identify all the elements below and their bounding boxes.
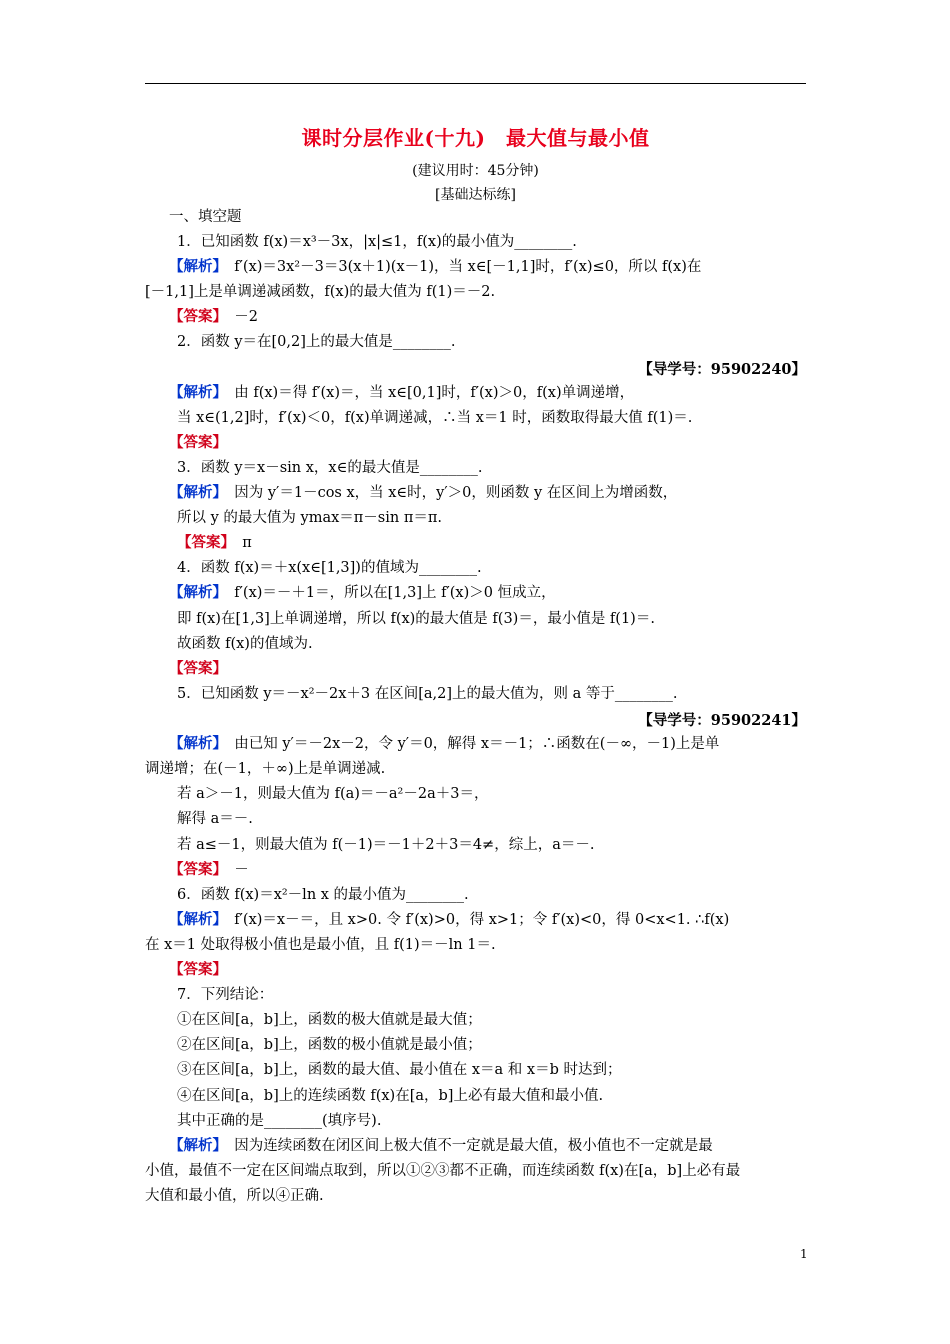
text-line xyxy=(177,1035,482,1055)
text-line xyxy=(145,935,496,955)
line-text: f′(x)＝x－＝，且 x>0. 令 f′(x)>0，得 x>1；令 f′(x)<0，得 0<x<1. ∴f(x) xyxy=(219,912,730,928)
line-text: 即 f(x)在[1,3]上单调递增，所以 f(x)的最大值是 f(3)＝，最小值是 f(1)＝. xyxy=(177,611,655,627)
analysis-tag: 【解析】 xyxy=(169,1137,220,1154)
page-title: 课时分层作业(十九) 最大值与最小值 xyxy=(301,126,650,150)
analysis-line xyxy=(169,734,719,754)
text-line xyxy=(145,759,385,779)
answer-line xyxy=(169,960,227,980)
text-line xyxy=(177,609,655,629)
line-text: 因为连续函数在闭区间上极大值不一定就是最大值，极小值也不一定就是最 xyxy=(219,1138,713,1154)
answer-tag: 【答案】 xyxy=(177,534,228,551)
analysis-line xyxy=(169,257,701,277)
text-line xyxy=(177,332,456,352)
answer-tag: 【答案】 xyxy=(169,961,227,978)
text-line xyxy=(177,784,488,804)
text-line xyxy=(177,558,482,578)
answer-line xyxy=(177,533,252,553)
analysis-tag: 【解析】 xyxy=(169,258,220,275)
line-text: －2 xyxy=(219,309,258,325)
line-text: 由已知 y′＝－2x－2，令 y′＝0，解得 x＝－1；∴函数在(－∞，－1)上是单 xyxy=(219,736,720,752)
text-line xyxy=(177,985,273,1005)
line-text: 6．函数 f(x)＝x²－ln x 的最小值为________. xyxy=(177,887,469,903)
line-text: 其中正确的是________(填序号). xyxy=(177,1113,382,1129)
text-line xyxy=(145,282,495,302)
text-line xyxy=(177,1060,621,1080)
guide-number: 【导学号：95902241】 xyxy=(638,712,806,729)
line-text: ④在区间[a，b]上的连续函数 f(x)在[a，b]上必有最大值和最小值. xyxy=(177,1088,604,1104)
text-line xyxy=(177,809,253,829)
text-line xyxy=(177,408,692,428)
line-text: 调递增；在(－1，＋∞)上是单调递减. xyxy=(145,761,386,777)
line-text: 解得 a＝－. xyxy=(177,811,253,827)
analysis-tag: 【解析】 xyxy=(169,384,220,401)
line-text: － xyxy=(219,862,249,878)
line-text: ②在区间[a，b]上，函数的极小值就是最小值； xyxy=(177,1037,482,1053)
text-line xyxy=(145,1186,324,1206)
line-text: 由 f(x)＝得 f′(x)＝，当 x∈[0,1]时，f′(x)＞0，f(x)单调递增， xyxy=(219,385,635,401)
part-heading: 一、填空题 xyxy=(169,209,242,225)
line-text: 当 x∈(1,2]时，f′(x)＜0，f(x)单调递减，∴当 x＝1 时，函数取得最大值 f(1)＝. xyxy=(177,410,693,426)
line-text: 因为 y′＝1－cos x，当 x∈时，y′＞0，则函数 y 在区间上为增函数， xyxy=(219,485,678,501)
line-text: 大值和最小值，所以④正确. xyxy=(145,1188,324,1204)
analysis-line xyxy=(169,1136,713,1156)
analysis-tag: 【解析】 xyxy=(169,735,220,752)
answer-tag: 【答案】 xyxy=(169,660,227,677)
answer-line xyxy=(169,307,258,327)
analysis-line xyxy=(169,583,556,603)
guide-number: 【导学号：95902240】 xyxy=(638,361,806,378)
text-line xyxy=(177,634,313,654)
text-line xyxy=(177,1111,381,1131)
text-line xyxy=(145,1161,740,1181)
line-text: 7．下列结论： xyxy=(177,987,274,1003)
page-number: 1 xyxy=(800,1247,808,1261)
line-text: π xyxy=(227,535,252,551)
line-text: 故函数 f(x)的值域为. xyxy=(177,636,313,652)
analysis-tag: 【解析】 xyxy=(169,484,220,501)
line-text: 3．函数 y＝x－sin x，x∈的最大值是________. xyxy=(177,460,483,476)
text-line xyxy=(177,885,469,905)
text-line xyxy=(177,232,577,252)
text-line xyxy=(177,458,482,478)
analysis-line xyxy=(169,383,634,403)
line-text: 若 a＞－1，则最大值为 f(a)＝－a²－2a＋3＝， xyxy=(177,786,489,802)
line-text: f′(x)＝3x²－3＝3(x＋1)(x－1)，当 x∈[－1,1]时，f′(x)≤0，所以 f(x)在 xyxy=(219,259,702,275)
answer-tag: 【答案】 xyxy=(169,861,220,878)
line-text: 4．函数 f(x)＝＋x(x∈[1,3])的值域为________. xyxy=(177,560,482,576)
line-text: 小值，最值不一定在区间端点取到，所以①②③都不正确，而连续函数 f(x)在[a，b]上必有最 xyxy=(145,1163,741,1179)
line-text: ①在区间[a，b]上，函数的极大值就是最大值； xyxy=(177,1012,482,1028)
suggested-time: (建议用时：45分钟) xyxy=(412,163,539,179)
line-text: 在 x＝1 处取得极小值也是最小值，且 f(1)＝－ln 1＝. xyxy=(145,937,496,953)
line-text: 5．已知函数 y＝－x²－2x＋3 在区间[a,2]上的最大值为，则 a 等于________. xyxy=(177,686,678,702)
analysis-tag: 【解析】 xyxy=(169,584,220,601)
answer-line xyxy=(169,659,227,679)
answer-tag: 【答案】 xyxy=(169,434,227,451)
answer-line xyxy=(169,433,227,453)
answer-line xyxy=(169,860,249,880)
text-line xyxy=(177,508,442,528)
line-text: [－1,1]上是单调递减函数，f(x)的最大值为 f(1)＝－2. xyxy=(145,284,496,300)
line-text: f′(x)＝－＋1＝，所以在[1,3]上 f′(x)＞0 恒成立， xyxy=(219,585,556,601)
section-heading: [基础达标练] xyxy=(435,187,516,203)
line-text: ③在区间[a，b]上，函数的最大值、最小值在 x＝a 和 x＝b 时达到； xyxy=(177,1062,622,1078)
text-line xyxy=(177,684,678,704)
header-rule xyxy=(145,83,806,84)
text-line xyxy=(177,1010,482,1030)
line-text: 若 a≤－1，则最大值为 f(－1)＝－1＋2＋3＝4≠，综上，a＝－. xyxy=(177,837,595,853)
analysis-line xyxy=(169,483,677,503)
line-text: 1．已知函数 f(x)＝x³－3x，|x|≤1，f(x)的最小值为________. xyxy=(177,234,577,250)
analysis-tag: 【解析】 xyxy=(169,911,220,928)
line-text: 所以 y 的最大值为 ymax＝π－sin π＝π. xyxy=(177,510,443,526)
line-text: 2．函数 y＝在[0,2]上的最大值是________. xyxy=(177,334,456,350)
answer-tag: 【答案】 xyxy=(169,308,220,325)
text-line xyxy=(177,835,594,855)
text-line xyxy=(177,1086,603,1106)
analysis-line xyxy=(169,910,729,930)
